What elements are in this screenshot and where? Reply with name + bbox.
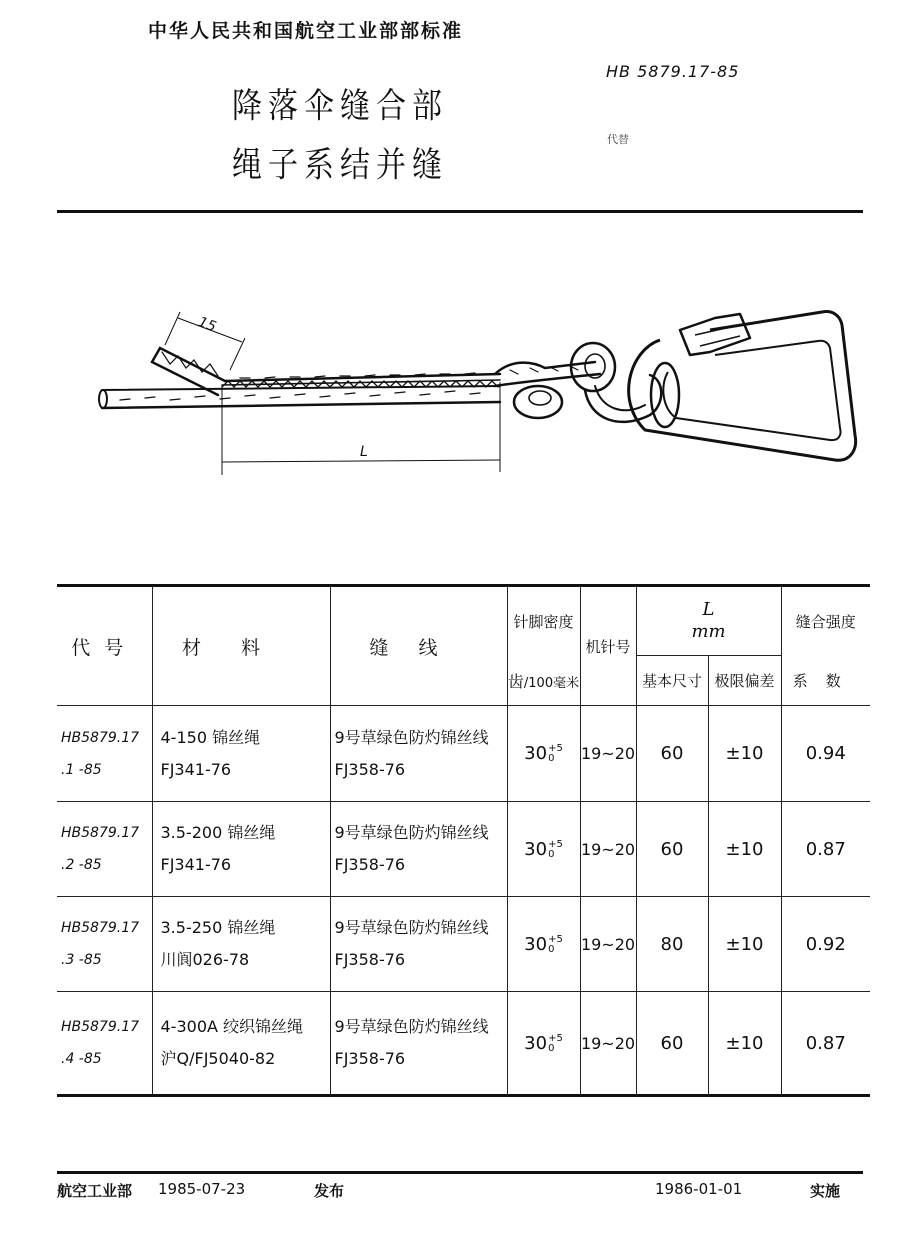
- row-material: 3.5-200 锦丝绳 FJ341-76: [152, 802, 330, 897]
- row-deviation: ±10: [708, 802, 781, 897]
- row-needle: 19~20: [580, 706, 636, 802]
- row-basic-size: 60: [636, 992, 708, 1096]
- row-material: 4-150 锦丝绳 FJ341-76: [152, 706, 330, 802]
- row-material: 3.5-250 锦丝绳 川阆026-78: [152, 897, 330, 992]
- table-header-row-1: [57, 586, 870, 656]
- header-limit-deviation: 极限偏差: [708, 656, 781, 706]
- specification-table: [57, 584, 870, 1097]
- header-code: 代号: [57, 586, 152, 706]
- svg-text:15: 15: [196, 314, 219, 336]
- row-deviation: ±10: [708, 706, 781, 802]
- row-needle: 19~20: [580, 802, 636, 897]
- row-density: 30 +5 0: [507, 706, 580, 802]
- row-thread: 9号草绿色防灼锦丝线 FJ358-76: [330, 992, 507, 1096]
- row-density: 30 +5 0: [507, 802, 580, 897]
- effective-date: 1986-01-01: [655, 1180, 743, 1198]
- header-needle-no: 机针号: [580, 586, 636, 706]
- header-density-unit: 齿/100毫米: [507, 656, 580, 706]
- header-material: 材料: [152, 586, 330, 706]
- effective-label: 实施: [810, 1182, 841, 1200]
- carabiner-icon: [629, 312, 856, 461]
- row-density: 30 +5 0: [507, 992, 580, 1096]
- row-deviation: ±10: [708, 897, 781, 992]
- row-needle: 19~20: [580, 897, 636, 992]
- svg-text:L: L: [360, 444, 368, 460]
- table-row: [57, 802, 870, 897]
- header-thread: 缝线: [330, 586, 507, 706]
- table-row: [57, 992, 870, 1096]
- row-basic-size: 80: [636, 897, 708, 992]
- row-basic-size: 60: [636, 802, 708, 897]
- row-code: HB5879.17 .2 -85: [57, 802, 152, 897]
- header-basic-size: 基本尺寸: [636, 656, 708, 706]
- table-row: [57, 897, 870, 992]
- row-code: HB5879.17 .4 -85: [57, 992, 152, 1096]
- row-deviation: ±10: [708, 992, 781, 1096]
- standard-code: HB 5879.17-85: [606, 62, 740, 81]
- row-thread: 9号草绿色防灼锦丝线 FJ358-76: [330, 706, 507, 802]
- row-code: HB5879.17 .3 -85: [57, 897, 152, 992]
- organization-title: 中华人民共和国航空工业部部标准: [148, 20, 464, 42]
- document-title-line2: 绳子系结并缝: [232, 145, 448, 186]
- header-coefficient: 系数: [781, 656, 870, 706]
- row-code: HB5879.17 .1 -85: [57, 706, 152, 802]
- header-L-unit: mm: [691, 621, 726, 642]
- replaces-label: 代替: [607, 133, 629, 146]
- row-material: 4-300A 绞织锦丝绳 沪Q/FJ5040-82: [152, 992, 330, 1096]
- row-coefficient: 0.87: [781, 802, 870, 897]
- header-stitch-density: 针脚密度: [507, 586, 580, 656]
- row-coefficient: 0.87: [781, 992, 870, 1096]
- issue-label: 发布: [314, 1182, 345, 1200]
- issuer: 航空工业部: [57, 1182, 133, 1200]
- row-thread: 9号草绿色防灼锦丝线 FJ358-76: [330, 897, 507, 992]
- row-coefficient: 0.94: [781, 706, 870, 802]
- table-row: [57, 706, 870, 802]
- row-basic-size: 60: [636, 706, 708, 802]
- document-title-line1: 降落伞缝合部: [232, 86, 448, 127]
- footer-divider: [57, 1171, 863, 1174]
- rope-icon: [99, 343, 661, 422]
- issue-date: 1985-07-23: [158, 1180, 246, 1198]
- header-L-label: L: [702, 599, 715, 620]
- header-L: [636, 586, 781, 656]
- row-density: 30 +5 0: [507, 897, 580, 992]
- header-divider: [57, 210, 863, 213]
- row-thread: 9号草绿色防灼锦丝线 FJ358-76: [330, 802, 507, 897]
- header-strength: 缝合强度: [781, 586, 870, 656]
- row-coefficient: 0.92: [781, 897, 870, 992]
- row-needle: 19~20: [580, 992, 636, 1096]
- rope-attachment-figure: [90, 290, 870, 480]
